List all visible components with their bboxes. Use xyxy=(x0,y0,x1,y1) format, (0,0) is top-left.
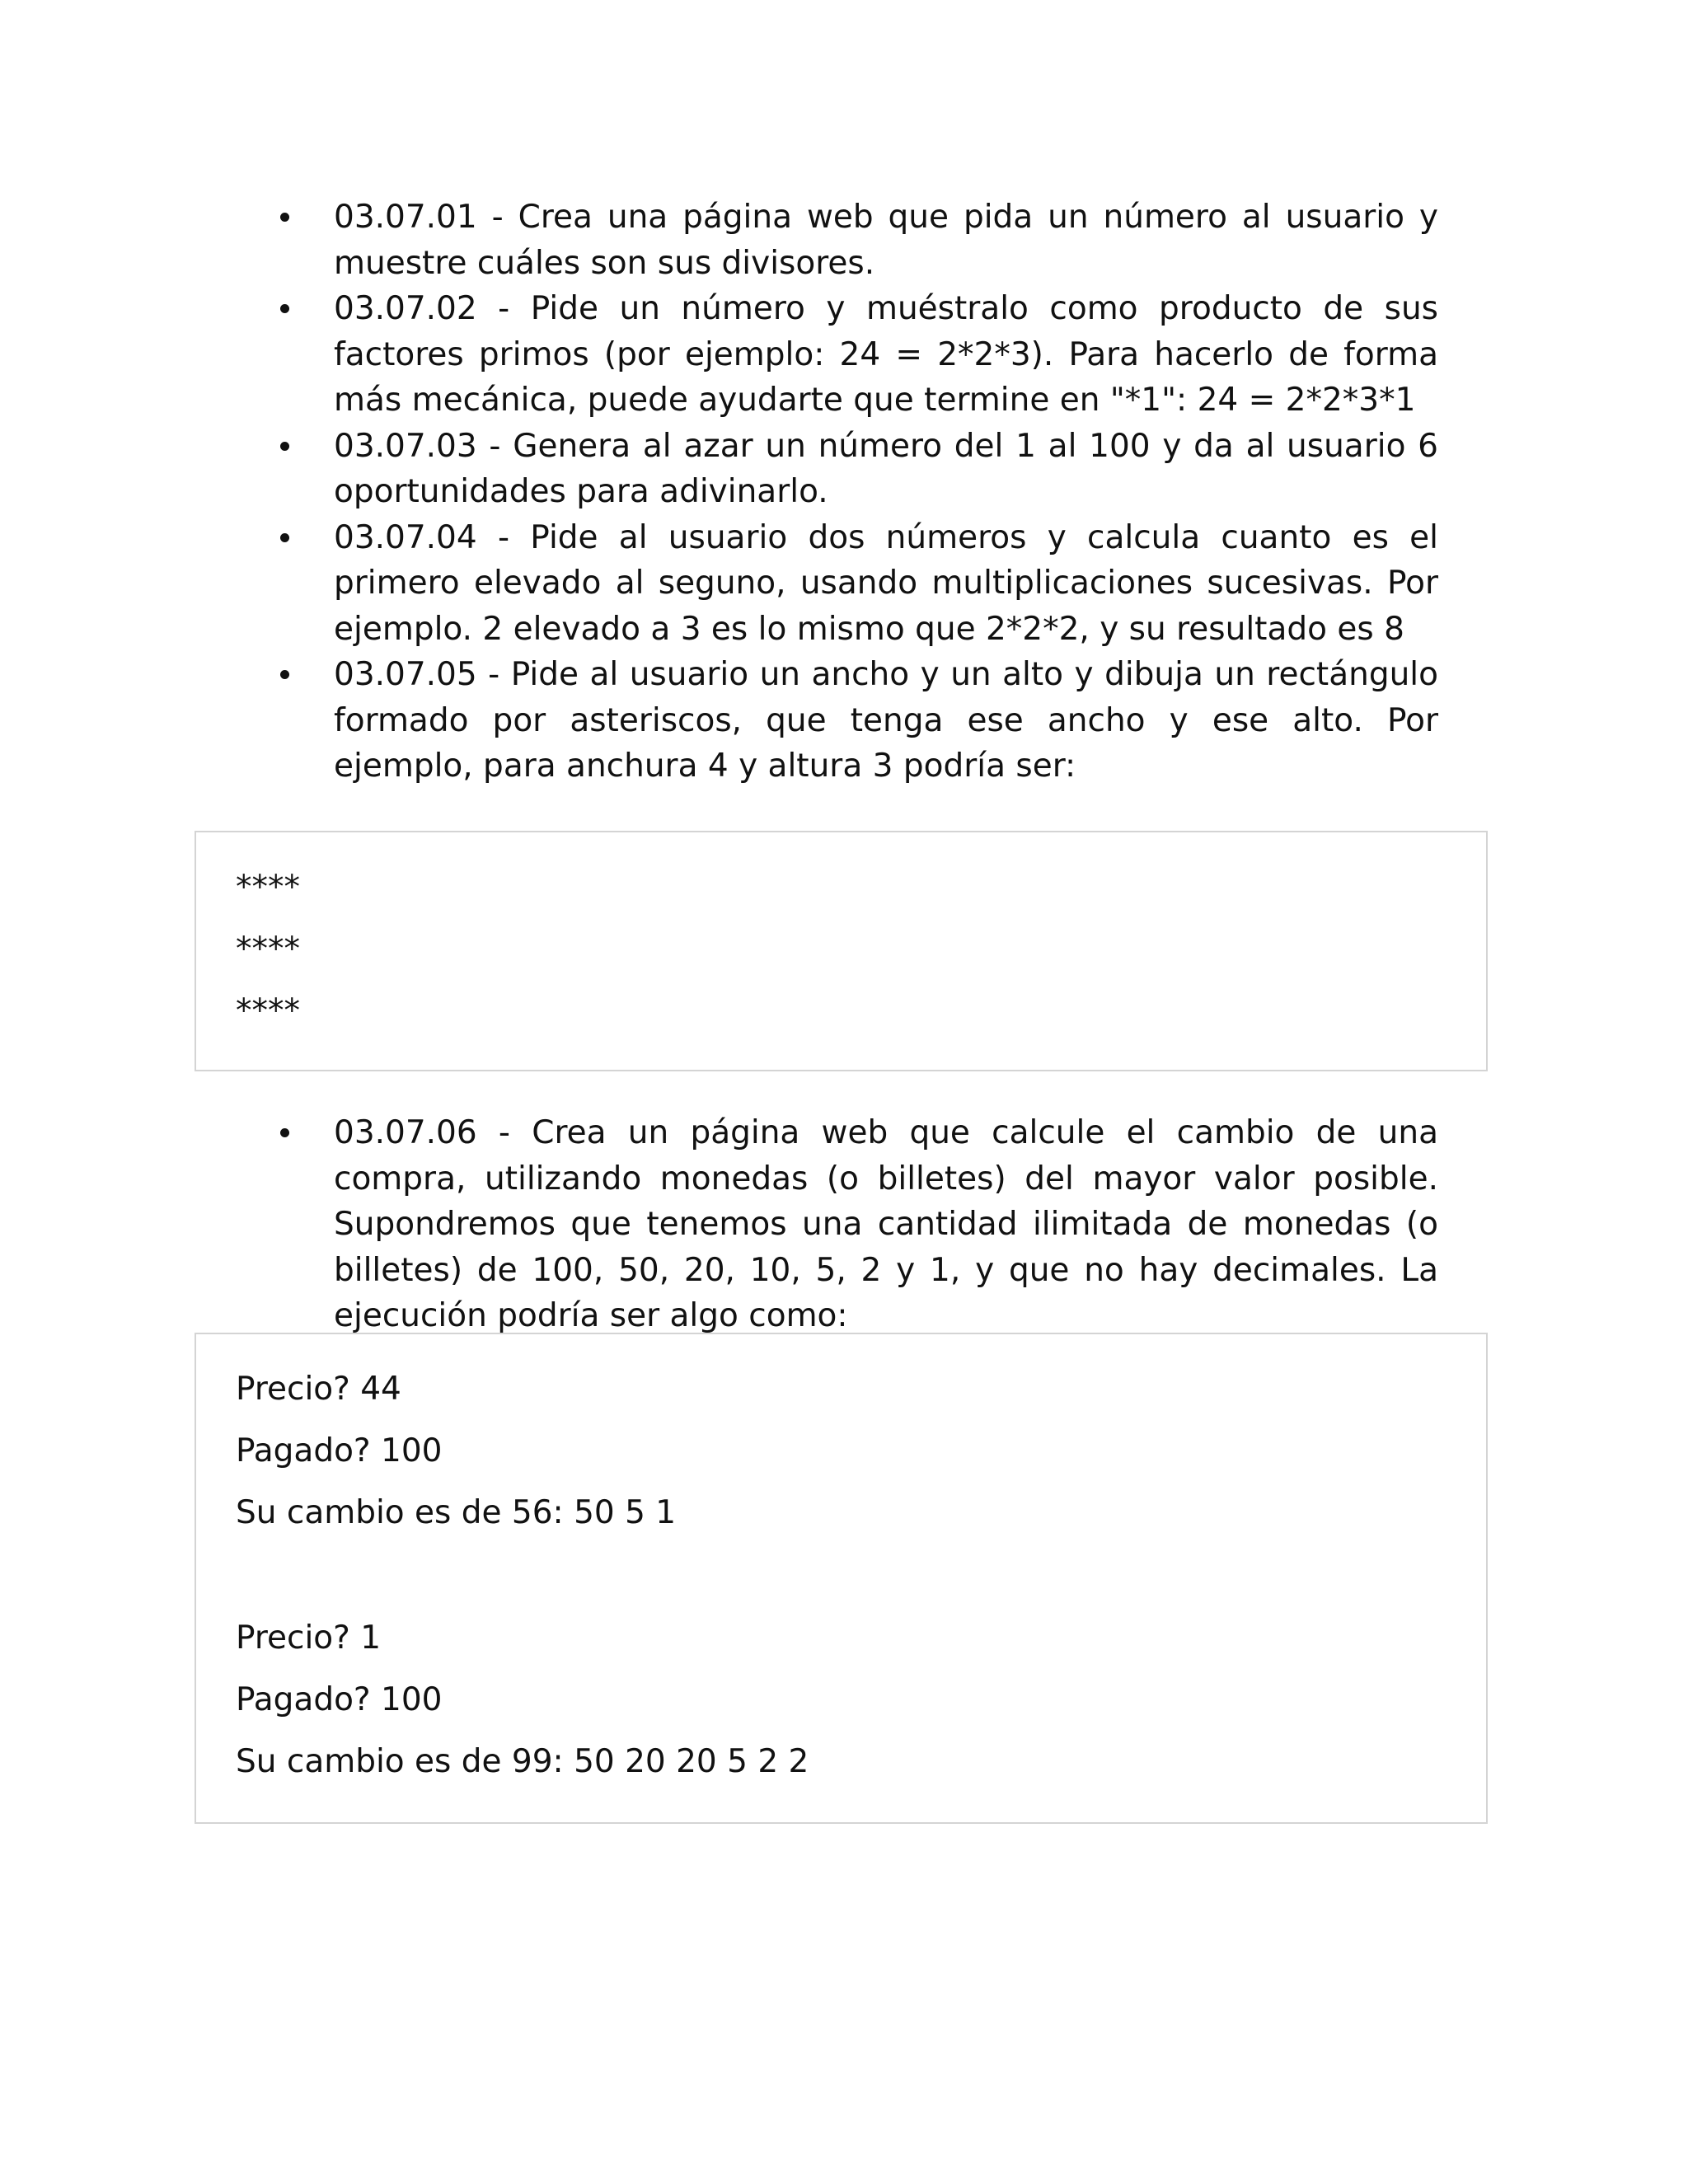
bullet-icon xyxy=(280,533,289,542)
exercise-text: 03.07.02 - Pide un número y muéstralo como producto de sus factores primos (por ejemplo: 24 = 2*2*3). Para hacerlo de forma más mecánica, puede ayudarte que termine en "*1": 24 = 2*2*3*1 xyxy=(334,290,1438,419)
exercise-item xyxy=(278,194,1438,286)
exercise-text: 03.07.04 - Pide al usuario dos números y calcula cuanto es el primero elevado al seguno, usando multiplicaciones sucesivas. Por ejemplo. 2 elevado a 3 es lo mismo que 2*2*2, y su resultado es 8 xyxy=(334,518,1438,648)
example-line: Precio? 44 xyxy=(236,1371,401,1408)
bullet-icon xyxy=(280,442,289,451)
exercise-text: 03.07.03 - Genera al azar un número del 1 al 100 y da al usuario 6 oportunidades para adivinarlo. xyxy=(334,427,1438,510)
change-example-box xyxy=(195,1333,1488,1824)
bullet-icon xyxy=(280,1128,289,1137)
exercise-text: 03.07.05 - Pide al usuario un ancho y un alto y dibuja un rectángulo formado por asteriscos, que tenga ese ancho y ese alto. Por ejemplo, para anchura 4 y altura 3 podría ser: xyxy=(334,656,1438,785)
exercise-item xyxy=(278,1110,1438,1339)
example-line: Pagado? 100 xyxy=(236,1681,443,1718)
bullet-icon xyxy=(280,304,289,313)
example-line: **** xyxy=(236,930,300,968)
exercise-item xyxy=(278,286,1438,424)
bullet-icon xyxy=(280,213,289,222)
example-line: Su cambio es de 56: 50 5 1 xyxy=(236,1494,677,1531)
exercise-item xyxy=(278,515,1438,653)
exercise-item xyxy=(278,652,1438,790)
example-line: **** xyxy=(236,992,300,1029)
example-line: **** xyxy=(236,869,300,906)
exercise-text: 03.07.06 - Crea un página web que calcule el cambio de una compra, utilizando monedas (o billetes) del mayor valor posible. Supondremos que tenemos una cantidad ilimitada de monedas (o billetes) de 100, 50, 20, 10, 5, 2 y 1, y que no hay decimales. La ejecución podría ser algo como: xyxy=(334,1114,1438,1334)
example-line: Pagado? 100 xyxy=(236,1432,443,1469)
example-line: Precio? 1 xyxy=(236,1619,382,1657)
exercise-text: 03.07.01 - Crea una página web que pida un número al usuario y muestre cuáles son sus divisores. xyxy=(334,199,1438,282)
exercise-list xyxy=(278,194,1438,790)
rectangle-example-box xyxy=(195,831,1488,1071)
exercise-list xyxy=(278,1110,1438,1339)
bullet-icon xyxy=(280,670,289,679)
example-line: Su cambio es de 99: 50 20 20 5 2 2 xyxy=(236,1743,809,1780)
exercise-item xyxy=(278,424,1438,515)
